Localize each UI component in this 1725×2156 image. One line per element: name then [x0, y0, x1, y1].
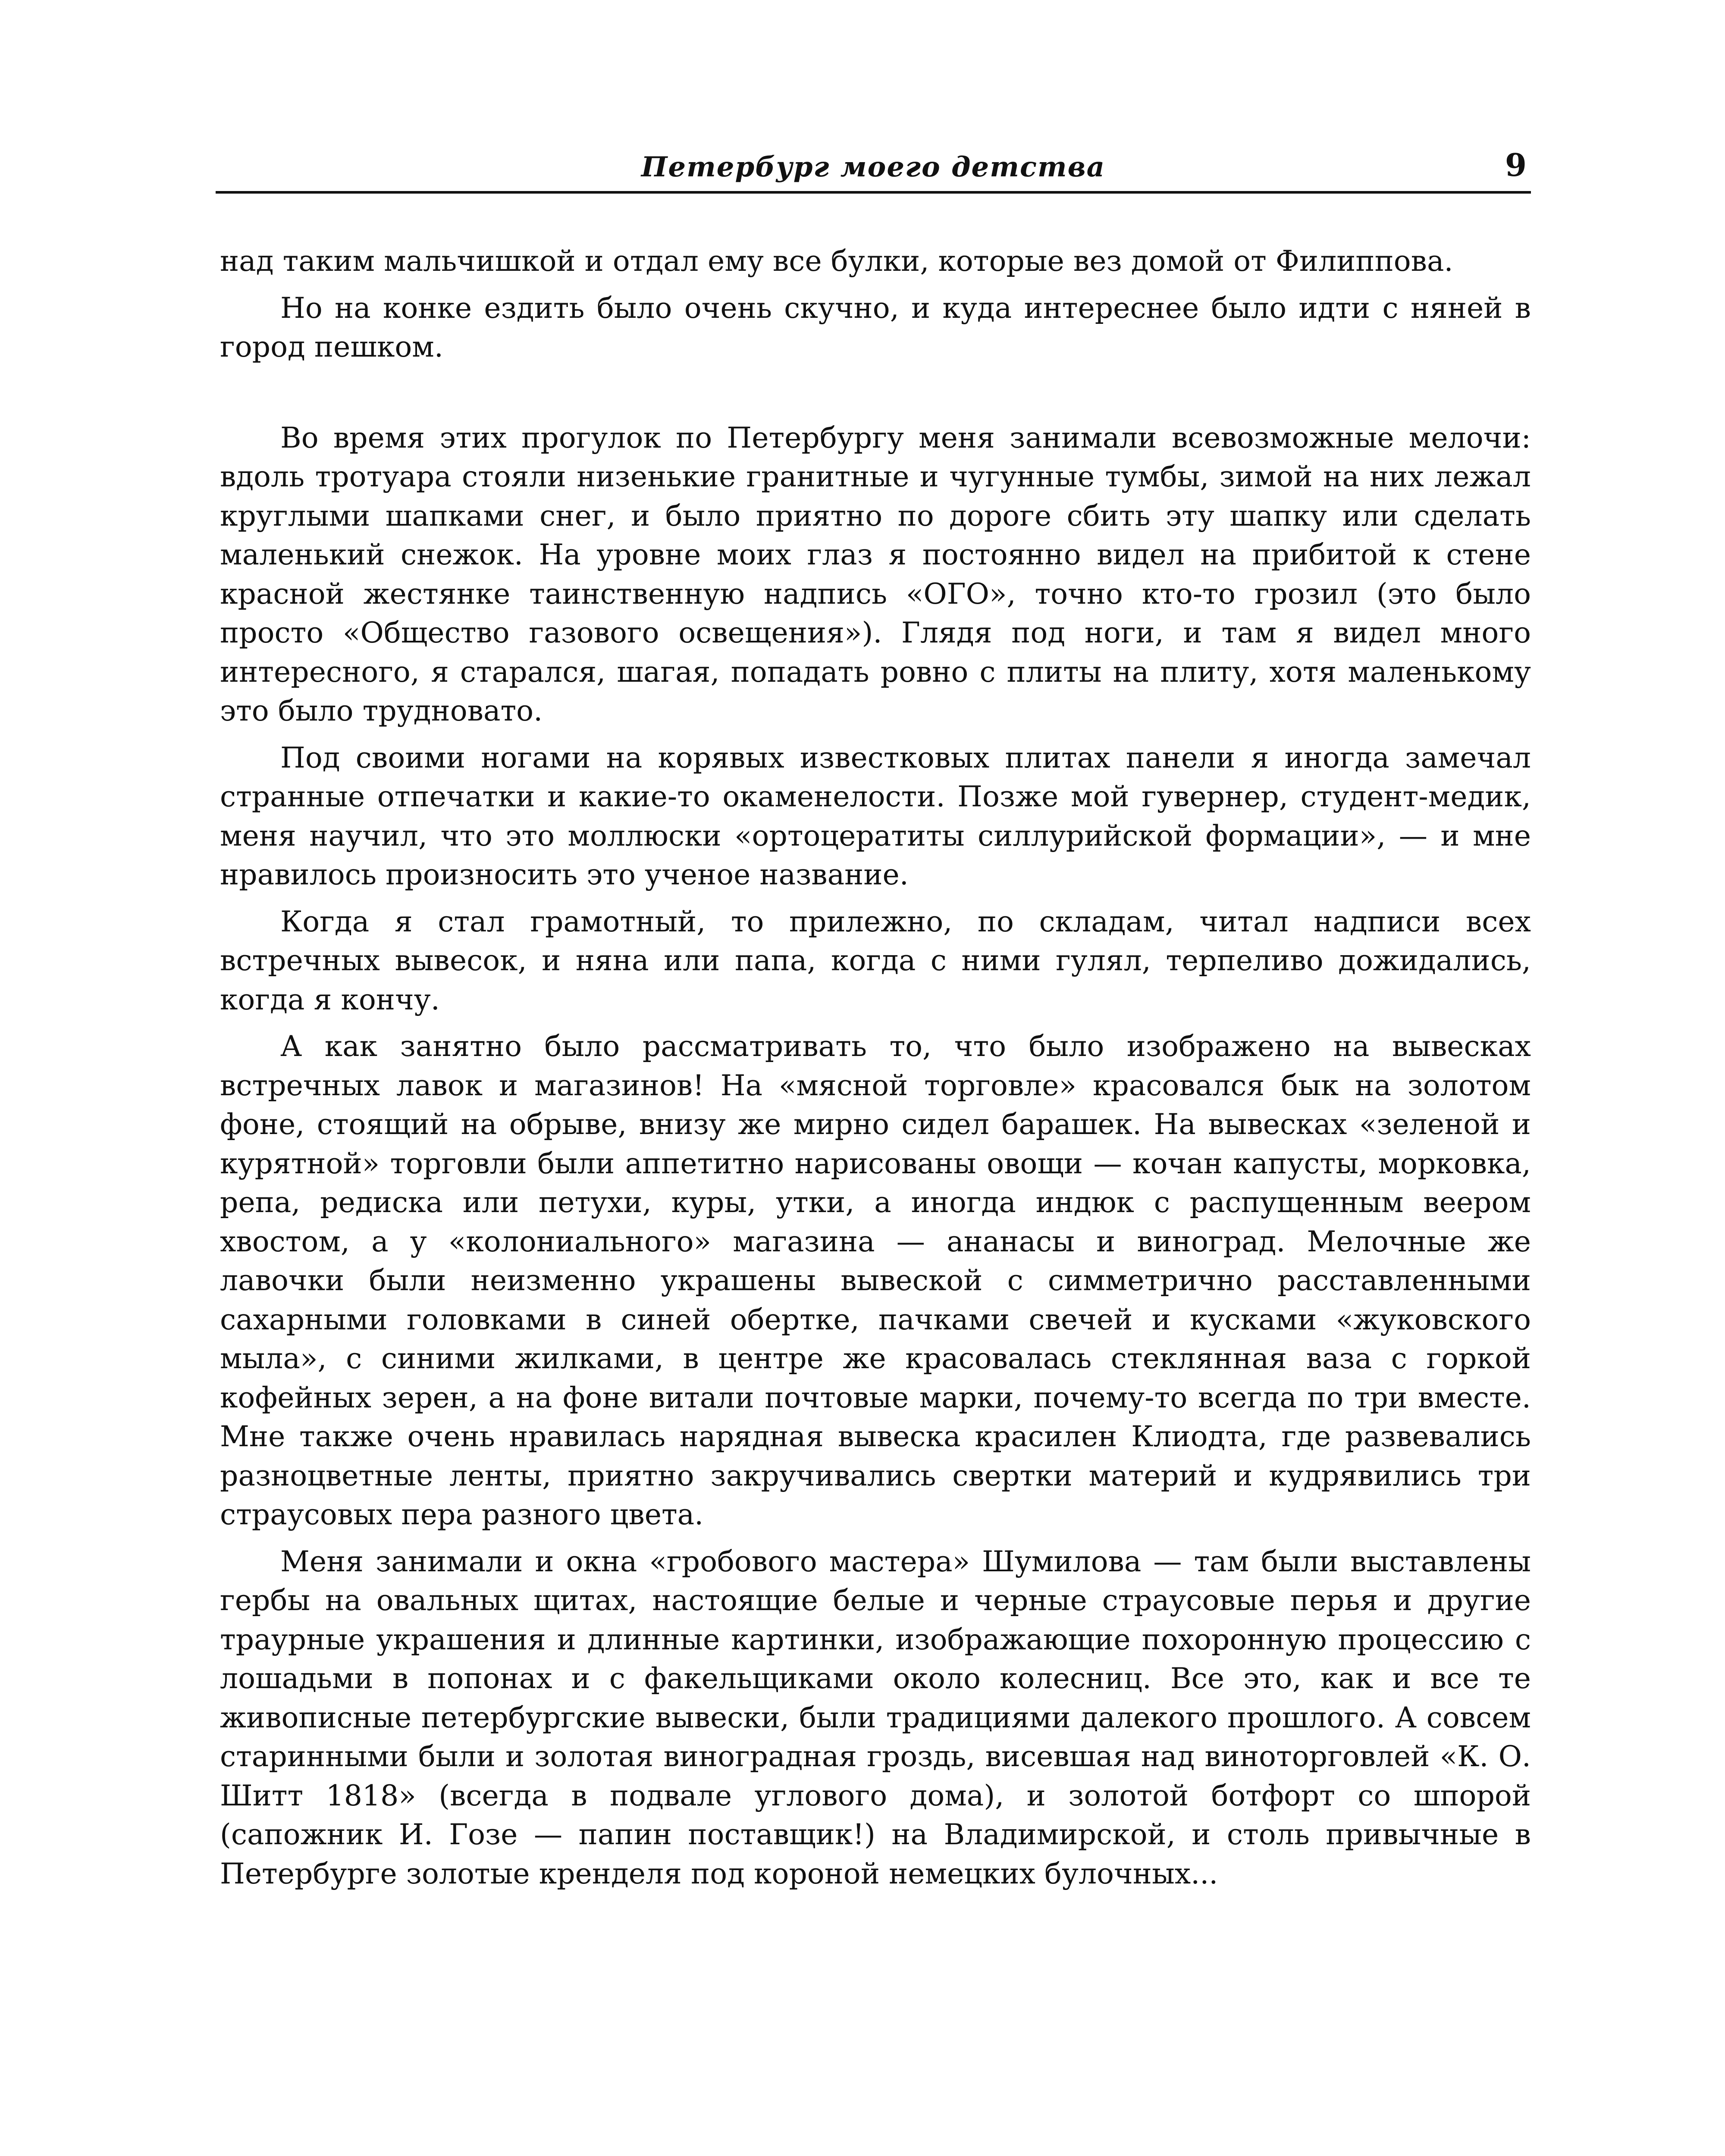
- paragraph-fossils: Под своими ногами на корявых известковых плитах панели я иногда замечал странные отпечатки и какие-то окаменелости. Позже мой гувернер, студент-медик, меня научил, что это моллюски «ортоцератиты силлурийской формации», — и мне нравилось произносить это ученое название.: [220, 740, 1531, 891]
- header-rule: [216, 191, 1531, 194]
- body-text: [220, 241, 1531, 1901]
- page-number: 9: [1505, 147, 1527, 183]
- paragraph-reading-signs: Когда я стал грамотный, то прилежно, по складам, читал надписи всех встречных вывесок, и няна или папа, когда с ними гулял, терпеливо дожидались, когда я кончу.: [220, 904, 1531, 1016]
- paragraph-continuation: над таким мальчишкой и отдал ему все булки, которые вез домой от Филиппова.: [220, 244, 1453, 278]
- running-title: Петербург моего детства: [641, 151, 1106, 183]
- paragraph-coffin-maker: Меня занимали и окна «гробового мастера» Шумилова — там были выставлены гербы на овальных щитах, настоящие белые и черные страусовые перья и другие траурные украшения и длинные картинки, изображающие похоронную процессию с лошадьми в попонах и с факельщиками около колесниц. Все это, как и все те живописные петербургские вывески, были традициями далекого прошлого. А совсем старинными были и золотая виноградная гроздь, висевшая над виноторговлей «К. О. Шитт 1818» (всегда в подвале углового дома), и золотой ботфорт со шпорой (сапожник И. Гозе — папин поставщик!) на Владимирской, и столь привычные в Петербурге золотые кренделя под короной немецких булочных...: [220, 1544, 1531, 1890]
- paragraph-konka: Но на конке ездить было очень скучно, и куда интереснее было идти с няней в город пешком.: [220, 291, 1531, 364]
- paragraph-shop-signs: А как занятно было рассматривать то, что было изображено на вывесках встречных лавок и магазинов! На «мясной торговле» красовался бык на золотом фоне, стоящий на обрыве, внизу же мирно сидел барашек. На вывесках «зеленой и курятной» торговли были аппетитно нарисованы овощи — кочан капусты, морковка, репа, редиска или петухи, куры, утки, а иногда индюк с распущенным веером хвостом, а у «колониального» магазина — ананасы и виноград. Мелочные же лавочки были неизменно украшены вывеской с симметрично расставленными сахарными головками в синей обертке, пачками свечей и кусками «жуковского мыла», с синими жилками, в центре же красовалась стеклянная ваза с горкой кофейных зерен, а на фоне витали почтовые марки, почему-то всегда по три вместе. Мне также очень нравилась нарядная вывеска красилен Клиодта, где развевались разноцветные ленты, приятно закручивались свертки материй и кудрявились три страусовых пера разного цвета.: [220, 1029, 1531, 1531]
- paragraph-walks: Во время этих прогулок по Петербургу меня занимали всевозможные мелочи: вдоль тротуара стояли низенькие гранитные и чугунные тумбы, зимой на них лежал круглыми шапками снег, и было приятно по дороге сбить эту шапку или сделать маленький снежок. На уровне моих глаз я постоянно видел на прибитой к стене красной жестянке таинственную надпись «ОГО», точно кто-то грозил (это было просто «Общество газового освещения»). Глядя под ноги, и там я видел много интересного, я старался, шагая, попадать ровно с плиты на плиту, хотя маленькому это было трудновато.: [220, 420, 1531, 727]
- running-head: [216, 142, 1531, 194]
